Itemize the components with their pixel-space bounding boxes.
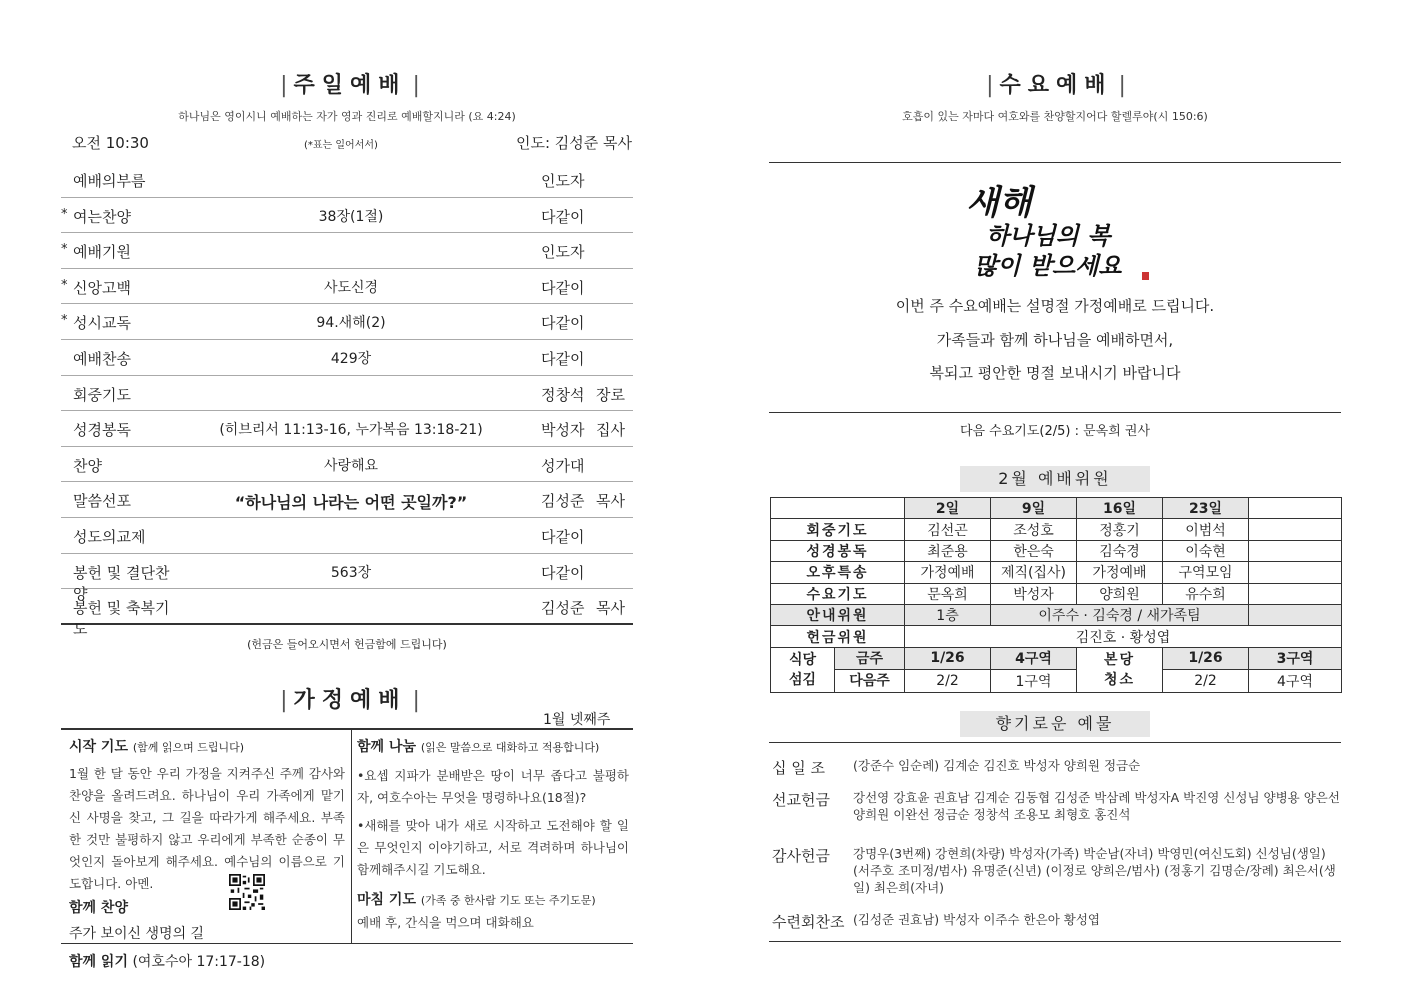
next-wednesday-prayer: 다음 수요기도(2/5) : 문옥희 권사 xyxy=(959,424,1151,439)
table-cell: 2/2 xyxy=(1163,670,1249,693)
order-item-name: 찬양 xyxy=(73,456,102,475)
order-item-content: “하나님의 나라는 어떤 곳일까?” xyxy=(234,493,468,513)
closing-prayer-heading: 마침 기도 (가족 중 한사람 기도 또는 주기도문) xyxy=(357,892,596,908)
wednesday-message-3: 복되고 평안한 명절 보내시기 바랍니다 xyxy=(929,364,1181,382)
offering-names: 강선영 강효윤 권효남 김계순 김동협 김성준 박삼례 박성자A 박진영 신성님 양병용 양은선 양희원 이완선 정금순 정창석 조용모 최형호 홍진석 xyxy=(853,790,1340,822)
table-cell: 이주수 · 김숙경 / 새가족팀 xyxy=(991,604,1249,625)
table-row xyxy=(771,604,1342,625)
sharing-question-2: •새해를 맞아 내가 새로 시작하고 도전해야 할 일은 무엇인지 이야기하고, 서로 격려하며 하나님이 함께해주시길 기도해요. xyxy=(357,818,629,877)
order-item-content: 563장 xyxy=(330,564,372,581)
order-item-content: 사랑해요 xyxy=(323,457,379,474)
column-divider xyxy=(351,730,352,943)
week-label: 1월 넷째주 xyxy=(543,712,611,728)
service-leader: 인도: 김성준 목사 xyxy=(515,134,632,152)
wednesday-message-2: 가족들과 함께 하나님을 예배하면서, xyxy=(936,331,1174,349)
table-cell: 제직(집사) xyxy=(991,562,1077,583)
song-heading: 함께 찬양 xyxy=(69,900,128,916)
order-item-person: 김성준 목사 xyxy=(541,599,625,618)
date-header: 16일 xyxy=(1077,498,1163,519)
offering-category: 수련회찬조 xyxy=(772,913,845,931)
table-cell: 한은숙 xyxy=(991,540,1077,561)
order-item-name: 말씀선포 xyxy=(73,492,131,511)
order-item-person: 다같이 xyxy=(541,349,585,368)
divider-mid xyxy=(769,412,1341,413)
wednesday-message-1: 이번 주 수요예배는 설명절 가정예배로 드립니다. xyxy=(895,297,1215,315)
table-row xyxy=(61,411,633,447)
table-cell: 1/26 xyxy=(905,647,991,670)
order-item-person: 박성자 집사 xyxy=(541,421,625,440)
table-cell: 정홍기 xyxy=(1077,519,1163,540)
order-item-name: 봉헌 및 결단찬양 xyxy=(73,563,170,603)
order-item-person: 인도자 xyxy=(541,243,585,262)
order-item-person: 다같이 xyxy=(541,207,585,226)
table-row xyxy=(61,198,633,234)
order-of-service xyxy=(61,162,633,639)
offerings-list xyxy=(769,742,1341,942)
order-item-content: 94.새해(2) xyxy=(316,315,386,332)
table-cell: 3구역 xyxy=(1249,647,1342,670)
order-item-content: (히브리서 11:13-16, 누가복음 13:18-21) xyxy=(219,422,483,439)
table-row xyxy=(771,562,1342,583)
sunday-title: | 주일예배 | xyxy=(280,73,420,98)
sunday-verse: 하나님은 영이시니 예배하는 자가 영과 진리로 예배할지니라 (요 4:24) xyxy=(178,110,516,123)
table-row xyxy=(61,340,633,376)
table-row xyxy=(61,482,633,518)
service-time: 오전 10:30 xyxy=(72,134,149,152)
table-row xyxy=(61,304,633,340)
table-row xyxy=(61,269,633,305)
opening-prayer-heading: 시작 기도 (함께 읽으며 드립니다) xyxy=(69,739,245,755)
table-row xyxy=(61,554,633,603)
order-item-name: 예배찬송 xyxy=(73,349,131,368)
table-cell: 2/2 xyxy=(905,670,991,693)
order-item-person: 다같이 xyxy=(541,563,585,582)
dining-cell: 식당 섬김 금주 다음주 xyxy=(771,647,905,692)
role-cell: 오후특송 xyxy=(771,562,905,583)
table-cell: 문옥희 xyxy=(905,583,991,604)
table-header-row xyxy=(771,498,1342,519)
table-cell: 1층 xyxy=(905,604,991,625)
table-cell: 양희원 xyxy=(1077,583,1163,604)
table-cell: 유수희 xyxy=(1163,583,1249,604)
table-cell: 구역모임 xyxy=(1163,562,1249,583)
order-item-name: 예배기원 xyxy=(73,243,131,262)
table-row xyxy=(771,626,1342,647)
wednesday-verse: 호흡이 있는 자마다 여호와를 찬양할지어다 할렐루야(시 150:6) xyxy=(902,110,1208,123)
feb-committee-table xyxy=(770,497,1342,693)
table-row xyxy=(771,647,1342,670)
order-item-person: 인도자 xyxy=(541,172,585,190)
date-header: 23일 xyxy=(1163,498,1249,519)
table-cell: 이숙현 xyxy=(1163,540,1249,561)
date-header: 9일 xyxy=(991,498,1077,519)
table-row xyxy=(61,376,633,412)
main-hall-cell: 본당 청소 xyxy=(1077,647,1163,692)
order-item-content: 38장(1절) xyxy=(318,208,384,225)
offering-category: 감사헌금 xyxy=(772,847,830,865)
offering-names: (김성준 권효남) 박성자 이주수 한은아 황성엽 xyxy=(853,912,1100,927)
family-worship-box xyxy=(61,728,633,970)
table-cell: 박성자 xyxy=(991,583,1077,604)
table-cell: 최준용 xyxy=(905,540,991,561)
table-row xyxy=(61,518,633,554)
order-item-person: 다같이 xyxy=(541,278,585,297)
order-item-name: 봉헌 및 축복기도 xyxy=(73,599,170,639)
table-row xyxy=(61,233,633,269)
role-cell: 안내위원 xyxy=(771,604,905,625)
sunday-header xyxy=(72,132,632,154)
table-row xyxy=(61,447,633,483)
wednesday-title: | 수요예배 | xyxy=(986,73,1126,98)
standing-marker: * xyxy=(61,206,68,222)
table-row xyxy=(61,162,633,198)
table-cell: 4구역 xyxy=(1249,670,1342,693)
offering-category: 선교헌금 xyxy=(772,791,830,809)
qr-code-icon[interactable] xyxy=(229,874,265,910)
new-year-calligraphy-image xyxy=(960,178,1160,288)
svg-text:하나님의 복: 하나님의 복 xyxy=(986,221,1111,250)
opening-prayer-text: 1월 한 달 동안 우리 가정을 지켜주신 주께 감사와 찬양을 올려드려요. 하나님이 우리 가족에게 맡기신 사명을 찾고, 그 길을 따라가게 해주세요. 부족한 것만 불평하지 않고 우리에게 부족한 순종이 무엇인지 돌아보게 해주세요. 예수님의 이름으로 기도합니다. 아멘. xyxy=(69,766,345,891)
table-row xyxy=(61,589,633,639)
standing-marker: * xyxy=(61,242,68,258)
role-cell: 회중기도 xyxy=(771,519,905,540)
table-row xyxy=(771,540,1342,561)
order-item-name: 성시교독 xyxy=(73,314,131,333)
offering-names: 강명우(3번째) 강현희(차량) 박성자(가족) 박순남(자녀) 박영민(여신도회) 신성님(생일) (서주호 조미정/범사) 유명준(신년) (이정로 양희은/범사) (정홍기 김명순/장례) 최은서(생일) 최은희(자녀) xyxy=(853,846,1336,895)
offering-note: (헌금은 들어오시면서 헌금함에 드립니다) xyxy=(247,638,447,651)
family-right-column xyxy=(357,736,629,934)
standing-note: (*표는 일어서서) xyxy=(304,140,378,151)
table-cell: 1구역 xyxy=(991,670,1077,693)
family-left-column xyxy=(69,736,345,973)
standing-marker: * xyxy=(61,313,68,329)
svg-text:새해: 새해 xyxy=(966,183,1032,223)
table-row xyxy=(771,519,1342,540)
order-item-content: 429장 xyxy=(330,350,372,367)
offerings-label: 향기로운 예물 xyxy=(960,711,1150,737)
order-item-name: 여는찬양 xyxy=(73,207,131,226)
feb-committee-label: 2월 예배위원 xyxy=(960,466,1150,492)
table-cell: 1/26 xyxy=(1163,647,1249,670)
role-cell: 성경봉독 xyxy=(771,540,905,561)
order-item-person: 김성준 목사 xyxy=(541,492,625,511)
offering-names: (강준수 임순례) 김계순 김진호 박성자 양희원 정금순 xyxy=(853,758,1141,773)
table-cell: 김진호 · 황성엽 xyxy=(905,626,1342,647)
sharing-heading: 함께 나눔 (읽은 말씀으로 대화하고 적용합니다) xyxy=(357,739,600,755)
table-cell: 4구역 xyxy=(991,647,1077,670)
table-cell: 김선곤 xyxy=(905,519,991,540)
role-cell: 헌금위원 xyxy=(771,626,905,647)
table-cell: 가정예배 xyxy=(905,562,991,583)
order-item-name: 성도의교제 xyxy=(73,527,146,546)
song-title: 주가 보이신 생명의 길 xyxy=(69,926,205,942)
order-item-content: 사도신경 xyxy=(323,279,379,296)
reading-line: 함께 읽기 (여호수아 17:17-18) xyxy=(69,954,266,970)
order-item-person: 성가대 xyxy=(541,456,585,475)
svg-text:많이 받으세요: 많이 받으세요 xyxy=(974,251,1122,280)
order-item-person: 다같이 xyxy=(541,314,585,333)
family-title: | 가정예배 | xyxy=(280,688,420,713)
divider-top xyxy=(769,162,1341,163)
order-item-name: 성경봉독 xyxy=(73,421,131,440)
role-cell: 수요기도 xyxy=(771,583,905,604)
order-item-person: 정창석 장로 xyxy=(541,385,625,404)
offering-category: 십 일 조 xyxy=(772,759,826,777)
order-item-name: 신앙고백 xyxy=(73,278,131,297)
table-row xyxy=(771,583,1342,604)
sharing-question-1: •요셉 지파가 분배받은 땅이 너무 좁다고 불평하자, 여호수아는 무엇을 명령하나요(18절)? xyxy=(357,768,629,805)
table-cell: 가정예배 xyxy=(1077,562,1163,583)
table-cell: 이범석 xyxy=(1163,519,1249,540)
date-header: 2일 xyxy=(905,498,991,519)
order-item-person: 다같이 xyxy=(541,527,585,546)
order-item-name: 예배의부름 xyxy=(73,172,146,190)
closing-text: 예배 후, 간식을 먹으며 대화해요 xyxy=(357,915,534,930)
order-item-name: 회중기도 xyxy=(73,385,131,404)
table-cell: 김숙경 xyxy=(1077,540,1163,561)
standing-marker: * xyxy=(61,277,68,293)
table-cell: 조성호 xyxy=(991,519,1077,540)
